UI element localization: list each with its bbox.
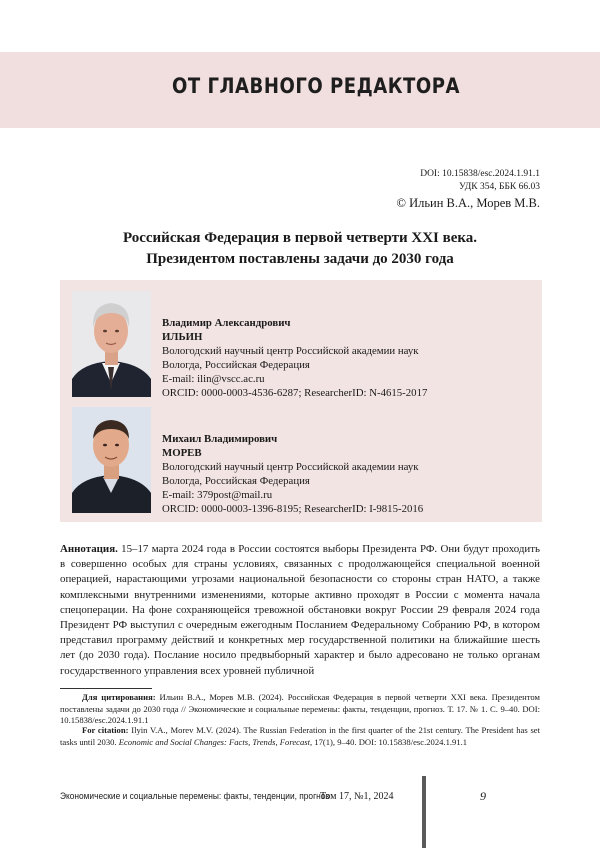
footer-volume: Том 17, №1, 2024 — [320, 791, 394, 802]
udk-code: УДК 354, ББК 66.03 — [459, 182, 540, 192]
citation-ru-label: Для цитирования: — [82, 692, 156, 702]
citation-en-journal: Economic and Social Changes: Facts, Trends, Forecast — [118, 736, 310, 747]
author-city: Вологда, Российская Федерация — [162, 475, 310, 487]
title-line-1: Российская Федерация в первой четверти XXI века. — [122, 230, 478, 246]
author-given-name: Владимир Александрович — [162, 317, 291, 329]
citation-en-label: For citation: — [82, 725, 129, 735]
abstract-label: Аннотация. — [60, 543, 118, 555]
citation-en — [60, 725, 540, 748]
author-email[interactable]: E-mail: 379post@mail.ru — [162, 489, 273, 501]
citation-ru-text: Ильин В.А., Морев М.В. (2024). Российская Федерация в первой четверти XXI века. Президентом поставлены задачи до 2030 года // Экономические и социальные перемены: факты, тенденции, прогноз. Т. 17. № 1. С. 9–40. DOI: 10.15838/esc.2024.1.91.1 — [60, 692, 540, 726]
author-photo-morev — [72, 407, 151, 513]
author-organization: Вологодский научный центр Российской академии наук — [162, 461, 419, 473]
section-title: ОТ ГЛАВНОГО РЕДАКТОРА — [172, 74, 460, 98]
author-family-name: МОРЕВ — [162, 447, 202, 459]
author-email[interactable]: E-mail: ilin@vscc.ac.ru — [162, 373, 265, 385]
citation-en-text: Ilyin V.A., Morev M.V. (2024). The Russian Federation in the first quarter of the 21st century. The President has set tasks until 2030. — [60, 725, 540, 747]
footer-divider — [422, 776, 426, 848]
author-organization: Вологодский научный центр Российской академии наук — [162, 345, 419, 357]
author-morev — [162, 432, 423, 516]
author-ids: ORCID: 0000-0003-1396-8195; ResearcherID: I-9815-2016 — [162, 503, 424, 515]
author-family-name: ИЛЬИН — [162, 331, 203, 343]
abstract-text: 15–17 марта 2024 года в России состоятся выборы Президента РФ. Они будут проходить в совершенно особых для страны условиях, связанных с продолжающейся специальной военной операцией, нарастающими угрозами национальной безопасности со стороны стран НАТО, а также комплексными внутренними изменениями, которые активно проходят в России с момента начала спецоперации. На фоне сохраняющейся тревожной обстановки вокруг России 29 февраля 2024 года Президент РФ выступил с очередным ежегодным Посланием Федеральному Собранию РФ, в котором представил программу действий и конкретных мер государственной политики на ближайшие шесть лет (до 2030 года). Послание носило предвыборный характер и было адресовано не только органам государственного управления всех уровней публичной — [60, 543, 540, 677]
author-given-name: Михаил Владимирович — [162, 433, 278, 445]
author-ids: ORCID: 0000-0003-4536-6287; ResearcherID: N-4615-2017 — [162, 387, 428, 399]
article-title — [60, 228, 540, 270]
author-ilyin — [162, 316, 427, 400]
abstract — [60, 542, 540, 679]
title-line-2: Президентом поставлены задачи до 2030 года — [146, 251, 454, 267]
doi: DOI: 10.15838/esc.2024.1.91.1 — [420, 169, 540, 179]
author-city: Вологда, Российская Федерация — [162, 359, 310, 371]
author-photo-ilyin — [72, 291, 151, 397]
footer-journal-name: Экономические и социальные перемены: факты, тенденции, прогноз — [60, 791, 330, 802]
citation-en-details: , 17(1), 9–40. DOI: 10.15838/esc.2024.1.91.1 — [310, 736, 468, 747]
citation-ru — [60, 692, 540, 727]
page-number: 9 — [480, 789, 486, 803]
copyright: © Ильин В.А., Морев М.В. — [396, 196, 540, 210]
footnote-rule — [60, 688, 152, 689]
